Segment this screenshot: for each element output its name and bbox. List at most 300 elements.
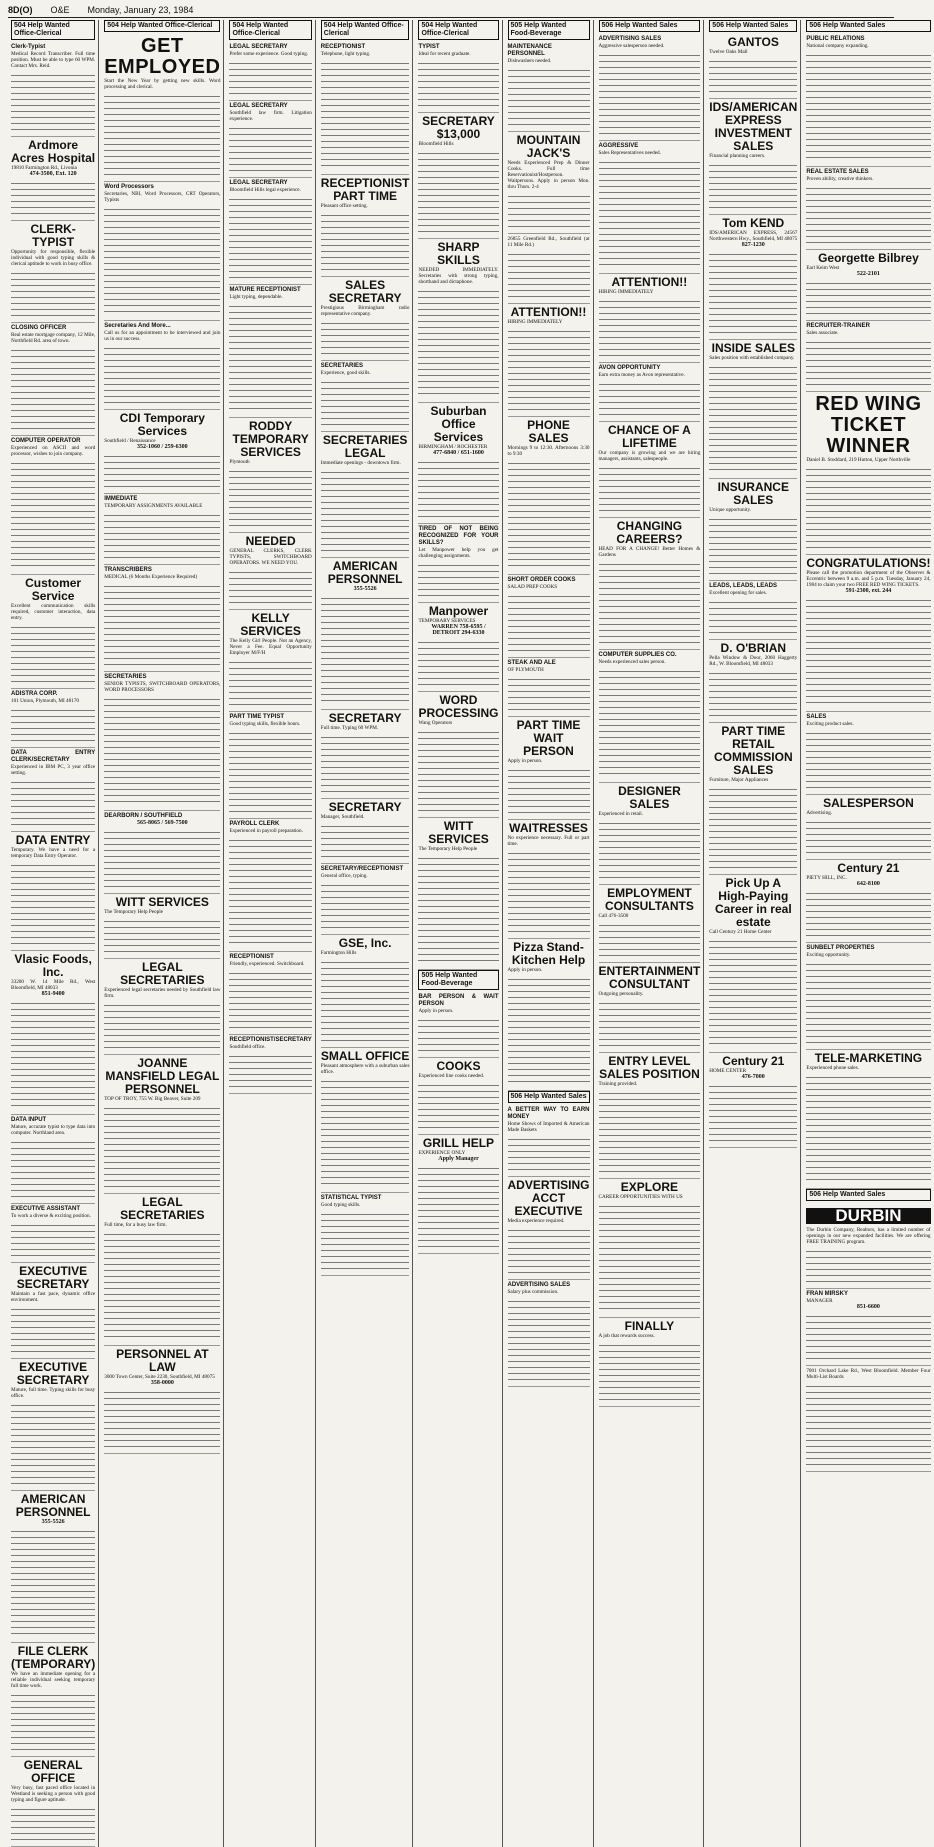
ad-body: NEEDED IMMEDIATELY. Secretaries with strong typing, shorthand and dictaphone. — [418, 267, 499, 285]
ad-body: The Kelly Girl People. Not an Agency, Never a Fee. Equal Opportunity Employer M/F/H — [229, 638, 312, 656]
classified-ad — [599, 1179, 701, 1318]
fine-print-block — [709, 669, 797, 717]
ad-title: DATA ENTRY CLERK/SECRETARY — [11, 750, 96, 763]
ad-body: Experience, good skills. — [320, 370, 371, 376]
ad-body: The Durbin Company, Realtors, has a limited number of openings in our new expanded facilities. We are offering FREE TRAINING program. — [806, 1227, 931, 1245]
fine-print-block — [11, 346, 95, 430]
classified-ad — [806, 943, 930, 1050]
ad-headline: AMERICAN PERSONNEL — [327, 559, 403, 586]
classified-ad — [508, 132, 590, 234]
ad-body: Prestigious Birmingham radio representative company. — [320, 305, 410, 317]
fine-print-block — [806, 51, 930, 161]
classified-ad — [806, 1050, 930, 1189]
ad-headline: LEGAL SECRETARIES — [120, 960, 205, 987]
ad-title: TIRED OF NOT BEING RECOGNIZED FOR YOUR SKILLS? — [418, 526, 499, 546]
ad-body: CAREER OPPORTUNITIES WITH US — [598, 1194, 683, 1200]
ad-headline: DATA ENTRY — [15, 833, 91, 847]
ad-headline: CDI Temporary Services — [119, 411, 205, 438]
fine-print-block — [104, 1388, 220, 1448]
classified-ad — [709, 723, 797, 875]
classified-ad — [806, 250, 930, 321]
ad-headline: Century 21 — [722, 1054, 785, 1068]
fine-print-block — [104, 695, 220, 805]
classified-ad — [104, 565, 220, 672]
classified-column — [101, 20, 224, 1847]
ad-headline: SALESPERSON — [823, 796, 914, 810]
ad-title: RECEPTIONIST — [320, 44, 366, 50]
classified-ad — [104, 959, 220, 1055]
fine-print-block — [418, 149, 498, 233]
ad-body: Dishwashers needed. — [507, 58, 552, 64]
ad-body: Aggressive salesperson needed. — [598, 43, 665, 49]
fine-print-block — [418, 1164, 498, 1248]
ad-body: Bloomfield Hills — [418, 141, 454, 147]
ad-body: Excellent opening for sales. — [709, 590, 767, 596]
ad-phone: 477-6840 / 651-1600 — [433, 450, 484, 456]
fine-print-block — [508, 849, 590, 933]
fine-print-block — [229, 124, 311, 172]
ad-headline: EMPLOYMENT CONSULTANTS — [604, 886, 694, 913]
fine-print-block — [599, 1202, 701, 1312]
fine-print-block — [11, 623, 95, 683]
ad-headline: WITT SERVICES — [428, 819, 489, 846]
ad-headline: Manpower — [428, 604, 489, 618]
fine-print-block — [11, 861, 95, 945]
fine-print-block — [709, 363, 797, 473]
ad-headline: CLERK-TYPIST — [30, 222, 76, 249]
classified-ad — [508, 717, 590, 820]
fine-print-block — [806, 1073, 930, 1183]
fine-print-block — [709, 598, 797, 634]
classified-ad — [709, 479, 797, 581]
ad-body: Full time. Typing 60 WPM. — [320, 725, 379, 731]
ad-body: Outgoing personality. — [598, 991, 644, 997]
fine-print-block — [418, 1081, 498, 1129]
ad-body: Sales position with established company. — [709, 355, 795, 361]
classified-ad — [508, 820, 590, 939]
classified-ad — [806, 860, 930, 943]
classified-ad — [806, 321, 930, 392]
classified-ad — [11, 137, 95, 221]
ad-body: National company expanding. — [806, 43, 869, 49]
ad-body: Opportunity for responsible, flexible individual with good typing skills & clerical aptitude to work in busy office. — [11, 249, 96, 267]
section-heading: 504 Help Wanted Office-Clerical — [418, 20, 498, 40]
ad-title: LEGAL SECRETARY — [229, 44, 288, 50]
ad-body: MEDICAL (6 Months Experience Required) — [104, 574, 198, 580]
ad-body: HIRING IMMEDIATELY — [507, 319, 563, 325]
fine-print-block — [229, 568, 311, 604]
classified-ad — [11, 1204, 95, 1263]
ad-headline: GRILL HELP — [422, 1136, 495, 1150]
ad-body: Southfield law firm. Litigation experience. — [229, 110, 312, 122]
classified-ad — [418, 1058, 498, 1135]
ad-body: Financial planning careers. — [709, 153, 766, 159]
fine-print-block — [508, 675, 590, 711]
fine-print-block — [104, 1230, 220, 1340]
ad-headline: JOANNE MANSFIELD LEGAL PERSONNEL — [105, 1056, 220, 1096]
ad-headline: MOUNTAIN JACK'S — [516, 133, 581, 160]
ad-headline: SECRETARIES LEGAL — [322, 433, 408, 460]
ad-phone: 355-5526 — [41, 1519, 65, 1525]
ad-title: PART TIME TYPIST — [229, 714, 285, 720]
ad-headline: GSE, Inc. — [338, 936, 392, 950]
ad-title: Secretaries And More... — [104, 323, 171, 329]
classified-ad — [321, 1048, 410, 1193]
ad-body: Experienced in payroll preparation. — [229, 828, 303, 834]
ad-headline: ATTENTION!! — [510, 305, 587, 319]
ad-title: RECRUITER-TRAINER — [806, 323, 870, 329]
classified-ad — [418, 42, 498, 113]
classified-ad — [599, 1318, 701, 1407]
classified-ad — [806, 555, 930, 712]
classified-ad — [11, 42, 95, 137]
ad-headline: WORD PROCESSING — [418, 693, 499, 720]
classified-ad — [11, 1263, 95, 1359]
classified-ad — [11, 436, 95, 575]
ad-body: Immediate openings - downtown firm. — [320, 460, 401, 466]
fine-print-block — [806, 184, 930, 244]
fine-print-block — [418, 561, 498, 597]
ad-body: Our company is growing and we are hiring managers, assistants, salespeople. — [598, 450, 701, 462]
ad-headline: EXPLORE — [620, 1180, 679, 1194]
section-heading: 504 Help Wanted Office-Clerical — [229, 20, 311, 40]
ad-body: Please call the promotion department of the Observer & Eccentric between 9 a.m. and 5 p.m. Tuesday, January 24, 1984 to claim your two FREE RED WING TICKETS. — [806, 570, 931, 588]
classified-ad — [229, 42, 311, 101]
ad-headline: EXECUTIVE SECRETARY — [16, 1264, 90, 1291]
ad-headline: PART TIME RETAIL COMMISSION SALES — [713, 724, 793, 777]
ad-title: LEGAL SECRETARY — [229, 180, 288, 186]
ad-body: Temporary. We have a need for a temporary Data Entry Operator. — [11, 847, 96, 859]
classified-column — [706, 20, 801, 1847]
fine-print-block — [806, 1312, 930, 1360]
fine-print-block — [321, 468, 410, 552]
classified-ad — [104, 1346, 220, 1454]
fine-print-block — [599, 1089, 701, 1173]
ad-body: We have an immediate opening for a reliable individual seeking temporary full time work. — [11, 1671, 96, 1689]
ad-body: Mature, full time. Typing skills for busy office. — [11, 1387, 96, 1399]
fine-print-block — [599, 158, 701, 268]
classified-ad — [599, 963, 701, 1053]
classified-ad — [11, 1359, 95, 1491]
classified-column — [8, 20, 99, 1847]
ad-title: LEADS, LEADS, LEADS — [709, 583, 777, 589]
ad-body: Salary plus commission. — [507, 1289, 559, 1295]
classified-ad — [806, 34, 930, 167]
classified-ad — [709, 99, 797, 215]
ad-title: SHORT ORDER COOKS — [507, 577, 576, 583]
ad-headline: ENTERTAINMENT CONSULTANT — [598, 964, 701, 991]
section-heading: 504 Help Wanted Office-Clerical — [104, 20, 220, 32]
ad-phone: Apply Manager — [438, 1156, 479, 1162]
ad-title: CLOSING OFFICER — [11, 325, 67, 331]
fine-print-block — [709, 57, 797, 93]
fine-print-block — [709, 250, 797, 334]
fine-print-block — [321, 211, 410, 271]
ad-headline: ENTRY LEVEL SALES POSITION — [599, 1054, 700, 1081]
ad-headline: SMALL OFFICE — [320, 1049, 410, 1063]
ad-body: Sales Representatives needed. — [598, 150, 661, 156]
ad-title: A BETTER WAY TO EARN MONEY — [507, 1107, 590, 1120]
classified-ad — [806, 712, 930, 795]
fine-print-block — [11, 1691, 95, 1751]
classified-ad — [418, 692, 498, 818]
fine-print-block — [508, 327, 590, 411]
fine-print-block — [104, 1001, 220, 1049]
ad-title: Word Processors — [104, 184, 154, 190]
ad-headline: ATTENTION!! — [611, 275, 688, 289]
ad-phone: 476-7000 — [741, 1074, 765, 1080]
ad-body: HEAD FOR A CHANGE! Better Homes & Gardens — [598, 546, 701, 558]
classified-ad — [599, 363, 701, 422]
classified-ad — [709, 215, 797, 340]
fine-print-block — [806, 338, 930, 386]
ad-headline: RODDY TEMPORARY SERVICES — [232, 419, 309, 459]
ad-title: MATURE RECEPTIONIST — [229, 287, 301, 293]
classified-columns — [8, 20, 931, 1803]
fine-print-block — [599, 464, 701, 512]
ad-phone: 358-0000 — [150, 1380, 174, 1386]
fine-print-block — [229, 969, 311, 1029]
ad-headline: Ardmore Acres Hospital — [11, 138, 96, 165]
ad-title: PAYROLL CLERK — [229, 821, 280, 827]
classified-ad — [599, 141, 701, 274]
fine-print-block — [508, 66, 590, 126]
ad-display-headline: RED WING TICKET WINNER — [815, 393, 922, 457]
classified-ad — [806, 1366, 930, 1472]
fine-print-block — [104, 917, 220, 953]
classified-ad — [104, 34, 220, 182]
ad-body: Experienced on ASCII and word processor, wishes to join company. — [11, 445, 96, 457]
ad-headline: INSIDE SALES — [711, 341, 795, 355]
ad-display-headline: GET EMPLOYED — [104, 35, 221, 78]
classified-ad — [11, 1643, 95, 1757]
ad-body: Daniel B. Stoddard, 219 Hutton, Upper Northville — [806, 457, 911, 463]
section-heading: 504 Help Wanted Office-Clerical — [321, 20, 410, 40]
fine-print-block — [321, 319, 410, 355]
classified-ad — [321, 432, 410, 558]
fine-print-block — [599, 51, 701, 135]
ad-title: RECEPTIONIST/SECRETARY — [229, 1037, 312, 1043]
fine-print-block — [11, 179, 95, 215]
fine-print-block — [709, 1082, 797, 1142]
fine-print-block — [709, 937, 797, 1047]
folio-rule — [8, 17, 894, 18]
classified-ad — [104, 410, 220, 494]
classified-ad — [11, 689, 95, 748]
fine-print-block — [709, 515, 797, 575]
classified-ad — [599, 1053, 701, 1179]
ad-body: The Temporary Help People — [418, 846, 478, 852]
ad-body: Real estate mortgage company, 12 Mile, Northfield Rd. area of town. — [11, 332, 96, 344]
ad-title: COMPUTER SUPPLIES CO. — [598, 652, 677, 658]
ad-body: Earl Keim West — [806, 265, 840, 271]
fine-print-block — [104, 344, 220, 404]
fine-print-block — [104, 92, 220, 176]
ad-body: Medical Record Transcriber. Full time position. Must be able to type 60 WPM. Contact Mrs. Reid. — [11, 51, 96, 69]
classified-ad — [418, 992, 498, 1058]
fine-print-block — [321, 1077, 410, 1187]
fine-print-block — [508, 766, 590, 814]
classified-ad — [104, 321, 220, 410]
ad-body: Apply in person. — [507, 967, 543, 973]
ad-phone: 565-8065 / 569-7500 — [137, 820, 188, 826]
classified-ad — [599, 34, 701, 141]
classified-ad — [709, 34, 797, 99]
ad-body: TEMPORARY ASSIGNMENTS AVAILABLE — [104, 503, 203, 509]
ad-body: Friendly, experienced. Switchboard. — [229, 961, 305, 967]
ad-body: Apply in person. — [418, 1008, 454, 1014]
ad-body: Telephone, light typing. — [320, 51, 371, 57]
ad-body: IDS/AMERICAN EXPRESS, 24567 Northwestern Hwy., Southfield, MI 48075 — [709, 230, 798, 242]
fine-print-block — [806, 818, 930, 854]
classified-ad — [104, 811, 220, 894]
ad-body: Bloomfield Hills legal experience. — [229, 187, 301, 193]
classified-ad — [321, 361, 410, 432]
classified-ad — [806, 167, 930, 250]
fine-print-block — [806, 889, 930, 937]
ad-headline: CHANCE OF A LIFETIME — [607, 423, 691, 450]
ad-title: REAL ESTATE SALES — [806, 169, 869, 175]
ad-body: Wang Operators — [418, 720, 453, 726]
ad-title: MAINTENANCE PERSONNEL — [507, 44, 552, 57]
ad-title: IMMEDIATE — [104, 496, 138, 502]
classified-ad — [599, 650, 701, 783]
ad-title: TRANSCRIBERS — [104, 567, 152, 573]
ad-title: SECRETARIES — [320, 363, 364, 369]
ad-body: Experienced phone sales. — [806, 1065, 859, 1071]
ad-body: Maintain a fast pace, dynamic office environment. — [11, 1291, 96, 1303]
classified-ad — [508, 234, 590, 304]
classified-ad — [508, 304, 590, 417]
ad-headline: WAITRESSES — [509, 821, 588, 835]
classified-ad — [229, 610, 311, 712]
fine-print-block — [229, 836, 311, 946]
ad-body: Home Shows of Imported & American Made Baskets — [507, 1121, 590, 1133]
fine-print-block — [11, 459, 95, 569]
fine-print-block — [508, 250, 590, 298]
classified-ad — [709, 581, 797, 640]
classified-ad — [418, 1135, 498, 1254]
ad-headline: SECRETARY — [328, 800, 402, 814]
ad-body: 26855 Greenfield Rd., Southfield (at 11 Mile Rd.) — [507, 236, 590, 248]
classified-ad — [104, 182, 220, 321]
classified-ad — [229, 533, 311, 610]
ad-headline: Georgette Bilbrey — [818, 251, 919, 265]
classified-ad — [11, 1491, 95, 1643]
fine-print-block — [229, 1052, 311, 1088]
classified-ad — [418, 239, 498, 403]
ad-body: OF PLYMOUTH — [507, 667, 544, 673]
fine-print-block — [11, 778, 95, 826]
ad-headline: PHONE SALES — [527, 418, 570, 445]
fine-print-block — [508, 975, 590, 1085]
fine-print-block — [418, 59, 498, 107]
fine-print-block — [599, 819, 701, 879]
ad-body: BIRMINGHAM / ROCHESTER — [418, 444, 488, 450]
classified-ad — [806, 392, 930, 555]
classified-ad — [321, 42, 410, 175]
fine-print-block — [508, 1135, 590, 1171]
ad-title: SECRETARY/RECEPTIONIST — [320, 866, 404, 872]
classified-ad — [709, 1053, 797, 1148]
fine-print-block — [418, 287, 498, 397]
fine-print-block — [599, 297, 701, 357]
ad-body: 101 Union, Plymouth, MI 48170 — [11, 698, 80, 704]
classified-ad — [806, 1203, 930, 1289]
ad-title: STATISTICAL TYPIST — [320, 1195, 382, 1201]
classified-ad — [229, 819, 311, 952]
classified-ad — [321, 710, 410, 799]
classified-ad — [508, 658, 590, 717]
ad-title: COMPUTER OPERATOR — [11, 438, 81, 444]
section-heading: 506 Help Wanted Sales — [806, 20, 930, 32]
ad-body: Southfield office. — [229, 1044, 266, 1050]
fine-print-block — [104, 511, 220, 559]
ad-body: Mornings 9 to 12:30. Afternoons 3:30 to 9:30 — [507, 445, 590, 457]
ad-headline: Tom KEND — [722, 216, 785, 230]
ad-title: TYPIST — [418, 44, 440, 50]
fine-print-block — [508, 459, 590, 569]
fine-print-block — [11, 1527, 95, 1637]
classified-ad — [11, 1757, 95, 1847]
classified-ad — [11, 575, 95, 689]
fine-print-block — [599, 921, 701, 957]
ad-headline: CONGRATULATIONS! — [806, 556, 931, 570]
fine-print-block — [806, 729, 930, 789]
classified-ad — [104, 494, 220, 565]
classified-ad — [709, 875, 797, 1053]
fine-print-block — [11, 1401, 95, 1485]
ad-headline: PART TIME WAIT PERSON — [516, 718, 581, 758]
classified-ad — [599, 518, 701, 650]
fine-print-block — [11, 1221, 95, 1257]
classified-ad — [11, 221, 95, 323]
ad-body: Experienced line cooks needed. — [418, 1073, 485, 1079]
fine-print-block — [806, 465, 930, 549]
ad-title: ADISTRA CORP. — [11, 691, 58, 697]
ad-body: Excellent communication skills required, customer interaction, data entry. — [11, 603, 96, 621]
classified-ad — [229, 285, 311, 418]
classified-ad — [508, 575, 590, 658]
section-heading: 504 Help Wanted Office-Clerical — [11, 20, 95, 40]
ad-body: Exciting product sales. — [806, 721, 854, 727]
page-folio — [8, 4, 894, 16]
ad-body: Sales associate. — [806, 330, 839, 336]
ad-body: Experienced in IBM PC, 3 year office setting. — [11, 764, 96, 776]
fine-print-block — [508, 592, 590, 652]
classified-ad — [104, 1194, 220, 1346]
ad-body: GENERAL CLERKS, CLERK TYPISTS, SWITCHBOARD OPERATORS. WE NEED YOU. — [229, 548, 312, 566]
ad-body: Pleasant atmosphere with a suburban sales office. — [320, 1063, 410, 1075]
ad-body: Plymouth — [229, 459, 250, 465]
ad-headline: FILE CLERK (TEMPORARY) — [11, 1644, 96, 1671]
classified-ad — [418, 113, 498, 239]
fine-print-block — [321, 958, 410, 1042]
ad-body: EXPERIENCE ONLY — [418, 1150, 466, 1156]
ad-body: HIRING IMMEDIATELY — [598, 289, 654, 295]
classified-column — [415, 20, 502, 1847]
fine-print-block — [229, 729, 311, 813]
ad-body: 33200 W. 14 Mile Rd., West Bloomfield, MI 48033 — [11, 979, 96, 991]
fine-print-block — [599, 1341, 701, 1401]
classified-ad — [229, 1035, 311, 1094]
section-heading: 506 Help Wanted Sales — [709, 20, 797, 32]
ad-headline: GENERAL OFFICE — [23, 1758, 83, 1785]
classified-column — [596, 20, 705, 1847]
fine-print-block — [806, 596, 930, 706]
classified-ad — [599, 422, 701, 518]
ad-body: Mature, accurate typist to type data into computer. Northland area. — [11, 1124, 96, 1136]
